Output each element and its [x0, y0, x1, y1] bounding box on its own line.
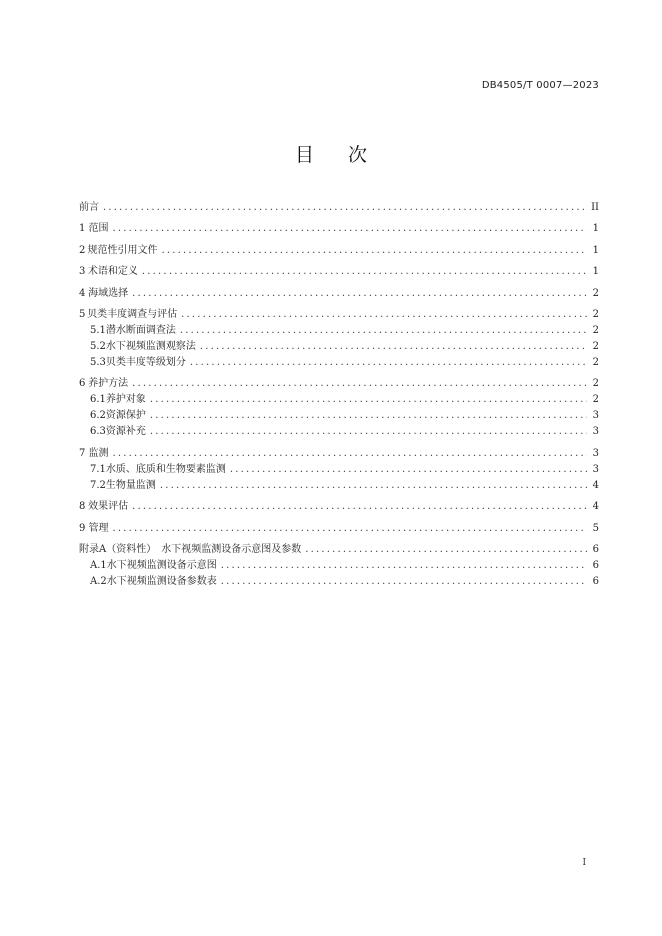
toc-entry-title: 附录A（资料性） 水下视频监测设备示意图及参数 [79, 543, 302, 555]
toc-entry-title: 术语和定义 [87, 266, 138, 278]
toc-entry-page: 3 [592, 426, 599, 438]
toc-entry[interactable] [79, 307, 599, 323]
toc-entry[interactable] [79, 542, 599, 558]
toc-entry[interactable] [79, 408, 599, 424]
toc-leader-dots [162, 243, 587, 259]
toc-entry[interactable] [79, 376, 599, 392]
toc-entry-number: A.1 [90, 559, 107, 571]
toc-entry-number: 8 [79, 501, 86, 513]
toc-entry-title: 水下视频监测设备示意图 [106, 559, 217, 571]
toc-entry[interactable] [79, 323, 599, 339]
toc-entry-page: II [591, 202, 599, 213]
toc-entry-number: 3 [79, 266, 86, 278]
toc-entry-page: 2 [592, 308, 599, 320]
toc-entry-title: 规范性引用文件 [87, 244, 158, 256]
toc-entry-title: 生物量监测 [105, 479, 156, 491]
toc-entry-page: 2 [592, 378, 599, 390]
toc-entry-number: 6.3 [90, 426, 106, 438]
toc-entry[interactable] [79, 424, 599, 440]
toc-leader-dots [150, 408, 587, 424]
toc-entry-title: 贝类丰度调查与评估 [87, 308, 178, 320]
toc-entry-title: 养护方法 [88, 378, 129, 390]
toc-entry-page: 1 [592, 223, 599, 235]
toc-entry-page: 2 [592, 340, 599, 352]
toc-entry-page: 2 [592, 287, 599, 299]
toc-entry-number: 7 [79, 447, 86, 459]
toc-entry-page: 3 [592, 447, 599, 459]
toc-entry[interactable] [79, 243, 599, 259]
toc-entry[interactable] [79, 558, 599, 574]
toc-leader-dots [132, 376, 587, 392]
toc-entry[interactable] [79, 264, 599, 280]
toc-leader-dots [132, 286, 587, 302]
toc-entry-page: 2 [592, 394, 599, 406]
toc-entry-page: 4 [592, 479, 599, 491]
toc-entry-title: 潜水断面调查法 [105, 324, 176, 336]
toc-entry-page: 6 [592, 575, 599, 587]
toc-entry-number: 1 [79, 223, 86, 235]
toc-entry[interactable] [79, 574, 599, 590]
toc-leader-dots [160, 478, 587, 494]
toc-entry-title: 监测 [88, 447, 109, 459]
toc-entry-page: 2 [592, 324, 599, 336]
toc-entry-number: 5 [79, 308, 86, 320]
toc-leader-dots [221, 558, 587, 574]
toc-entry-title: 资源保护 [105, 410, 146, 422]
toc-entry-page: 6 [592, 559, 599, 571]
toc-entry-number: 7.1 [90, 463, 106, 475]
page-title: 目次 [294, 144, 401, 166]
toc-entry-number: 4 [79, 287, 86, 299]
toc-entry-page: 1 [592, 266, 599, 278]
toc-leader-dots [142, 264, 587, 280]
toc-leader-dots [200, 339, 587, 355]
toc-entry[interactable] [79, 499, 599, 515]
toc-entry-page: 1 [592, 244, 599, 256]
toc-entry-page: 3 [592, 463, 599, 475]
toc-entry-title: 水质、底质和生物要素监测 [105, 463, 226, 475]
toc-leader-dots [230, 462, 587, 478]
toc-entry-number: 5.1 [90, 324, 106, 336]
toc-entry-page: 6 [592, 543, 599, 555]
toc-entry[interactable] [79, 478, 599, 494]
toc-entry-title: 管理 [88, 522, 109, 534]
toc-entry-page: 5 [592, 522, 599, 534]
toc-entry-number: 6.1 [90, 394, 106, 406]
toc-leader-dots [221, 574, 587, 590]
toc-entry-title: 养护对象 [105, 394, 146, 406]
toc-entry[interactable] [79, 286, 599, 302]
toc-entry-number: 7.2 [90, 479, 106, 491]
toc-entry-number: 6.2 [90, 410, 106, 422]
toc-entry[interactable] [79, 521, 599, 537]
toc-entry[interactable] [79, 339, 599, 355]
toc-leader-dots [190, 355, 587, 371]
toc-entry[interactable] [79, 446, 599, 462]
toc-leader-dots [150, 392, 587, 408]
toc-entry-number: 6 [79, 378, 86, 390]
toc-entry-title: 范围 [88, 223, 109, 235]
toc-entry[interactable] [79, 355, 599, 371]
toc-entry-title: 海域选择 [88, 287, 129, 299]
toc-leader-dots [113, 521, 587, 537]
table-of-contents [79, 200, 599, 590]
document-code: DB4505/T 0007—2023 [481, 80, 599, 91]
toc-entry[interactable] [79, 200, 599, 216]
toc-entry-number: 2 [79, 244, 86, 256]
toc-entry[interactable] [79, 221, 599, 237]
toc-entry-number: 9 [79, 522, 86, 534]
toc-entry-number: 5.2 [90, 340, 106, 352]
toc-entry-page: 4 [592, 501, 599, 513]
toc-entry-number: A.2 [90, 575, 107, 587]
toc-leader-dots [113, 221, 587, 237]
toc-entry-title: 水下视频监测观察法 [105, 340, 196, 352]
toc-entry-title: 前言 [79, 202, 99, 213]
toc-leader-dots [150, 424, 587, 440]
toc-leader-dots [181, 307, 587, 323]
toc-entry[interactable] [79, 462, 599, 478]
toc-leader-dots [180, 323, 587, 339]
toc-entry-page: 3 [592, 410, 599, 422]
toc-entry-title: 效果评估 [88, 501, 129, 513]
toc-leader-dots [113, 446, 587, 462]
toc-leader-dots [132, 499, 587, 515]
toc-leader-dots [305, 542, 587, 558]
toc-leader-dots [103, 200, 587, 216]
toc-entry-page: 2 [592, 356, 599, 368]
toc-entry[interactable] [79, 392, 599, 408]
footer-page-number: I [582, 858, 586, 868]
toc-entry-title: 贝类丰度等级划分 [105, 356, 186, 368]
toc-entry-title: 水下视频监测设备参数表 [106, 575, 217, 587]
toc-entry-number: 5.3 [90, 356, 106, 368]
toc-entry-title: 资源补充 [105, 426, 146, 438]
